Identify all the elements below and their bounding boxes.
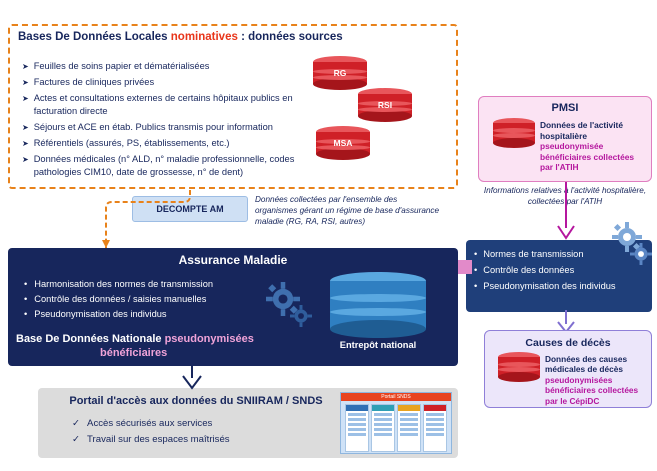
database-cylinder-rsi bbox=[358, 88, 412, 122]
gear-icon bbox=[290, 305, 312, 327]
list-item-label: Actes et consultations externes de certains hôpitaux publics en facturation directe bbox=[33, 93, 293, 116]
portail-screenshot-column bbox=[423, 404, 447, 452]
list-item-label: Harmonisation des normes de transmission bbox=[34, 279, 214, 289]
assurance-maladie-list bbox=[24, 277, 284, 322]
check-icon: ✓ bbox=[72, 418, 81, 429]
database-cylinder-msa bbox=[316, 126, 370, 160]
portail-list bbox=[72, 416, 332, 448]
list-item bbox=[72, 416, 332, 432]
bdn-line1: Base De Données Nationale bbox=[16, 333, 162, 345]
database-cylinder-entrepot-national bbox=[330, 272, 426, 338]
pmsi-description-highlight: pseudonymisée bénéficiaires collectées par l'ATIH bbox=[540, 141, 635, 173]
list-item bbox=[22, 121, 322, 134]
list-item bbox=[22, 137, 322, 150]
list-item bbox=[474, 264, 648, 277]
assurance-maladie-title: Assurance Maladie bbox=[178, 253, 288, 267]
arrow-bullet-icon: ➤ bbox=[22, 78, 29, 88]
portail-screenshot-column bbox=[371, 404, 395, 452]
arrow-assurance-to-portail bbox=[178, 362, 208, 392]
local-databases-title bbox=[18, 30, 348, 44]
bdn-highlight2: bénéficiaires bbox=[100, 347, 168, 359]
list-item bbox=[22, 60, 322, 73]
portail-screenshot-titlebar: Portail SNDS bbox=[341, 393, 451, 401]
dashed-connector-local-to-am bbox=[100, 188, 250, 250]
list-item-label: Pseudonymisation des individus bbox=[34, 309, 167, 319]
arrow-pmsi-to-norms bbox=[556, 180, 586, 242]
pmsi-description-line1: Données de l'activité hospitalière bbox=[540, 120, 623, 141]
database-cylinder-pmsi bbox=[493, 118, 535, 148]
list-item bbox=[22, 92, 322, 117]
local-databases-bullet-list bbox=[22, 60, 322, 182]
causes-description-line1: Données des causes médicales de décès bbox=[545, 354, 628, 375]
arrow-bullet-icon: ➤ bbox=[22, 122, 29, 132]
portail-screenshot-thumbnail[interactable] bbox=[340, 392, 452, 454]
arrow-bullet-icon: ➤ bbox=[22, 138, 29, 148]
database-cylinder-rg bbox=[313, 56, 367, 90]
list-item bbox=[22, 153, 322, 178]
database-label: RSI bbox=[377, 100, 393, 110]
database-label: RG bbox=[333, 68, 347, 78]
bullet-icon: • bbox=[474, 249, 478, 259]
base-de-donnees-nationale-label bbox=[16, 332, 316, 360]
bullet-icon: • bbox=[24, 294, 28, 304]
portail-title: Portail d'accès aux données du SNIIRAM / SNDS bbox=[69, 395, 323, 407]
norms-list bbox=[474, 248, 648, 296]
causes-de-deces-title: Causes de décès bbox=[525, 337, 611, 349]
local-title-highlight: nominatives bbox=[170, 31, 238, 43]
bdn-highlight: pseudonymisées bbox=[164, 333, 254, 345]
list-item bbox=[24, 307, 284, 322]
arrow-bullet-icon: ➤ bbox=[22, 62, 29, 71]
bullet-icon: • bbox=[24, 309, 28, 319]
check-icon: ✓ bbox=[72, 434, 81, 445]
list-item bbox=[72, 432, 332, 448]
portail-screenshot-column bbox=[345, 404, 369, 452]
database-label: MSA bbox=[333, 138, 353, 148]
pmsi-note: Informations relatives à l'activité hospitalière, collectées par l'ATIH bbox=[483, 186, 647, 206]
list-item-label: Travail sur des espaces maîtrisés bbox=[87, 434, 230, 445]
decompte-am-note: Données collectées par l'ensemble des organismes gérant un régime de base d'assurance maladie (RG, RA, RSI, autres) bbox=[255, 195, 440, 226]
local-title-part1: Bases De Données Locales bbox=[18, 31, 171, 43]
list-item bbox=[24, 292, 284, 307]
list-item-label: Données médicales (n° ALD, n° maladie professionnelle, codes pathologies CIM10, date de grossesse, n° de dent) bbox=[33, 154, 295, 177]
arrow-bullet-icon: ➤ bbox=[22, 155, 29, 165]
portail-screenshot-column bbox=[397, 404, 421, 452]
list-item-label: Pseudonymisation des individus bbox=[483, 281, 616, 291]
list-item-label: Référentiels (assurés, PS, établissements, etc.) bbox=[33, 137, 230, 148]
list-item-label: Feuilles de soins papier et dématérialisées bbox=[33, 61, 210, 71]
local-title-part2: : données sources bbox=[237, 31, 343, 43]
decompte-am-label: DECOMPTE AM bbox=[156, 204, 224, 214]
list-item bbox=[22, 76, 322, 89]
arrow-bullet-icon: ➤ bbox=[22, 94, 29, 104]
entrepot-national-label: Entrepôt national bbox=[339, 340, 417, 350]
pmsi-title: PMSI bbox=[551, 102, 579, 114]
gear-icon bbox=[630, 243, 652, 265]
list-item-label: Normes de transmission bbox=[483, 249, 584, 259]
bullet-icon: • bbox=[24, 279, 28, 289]
causes-de-deces-description bbox=[545, 354, 649, 406]
list-item-label: Séjours et ACE en étab. Publics transmis pour information bbox=[33, 121, 273, 132]
bullet-icon: • bbox=[474, 281, 478, 291]
list-item-label: Contrôle des données bbox=[483, 265, 575, 275]
list-item bbox=[474, 280, 648, 293]
bullet-icon: • bbox=[474, 265, 478, 275]
pmsi-description bbox=[540, 120, 646, 173]
list-item-label: Contrôle des données / saisies manuelles bbox=[34, 294, 207, 304]
list-item-label: Accès sécurisés aux services bbox=[87, 418, 213, 429]
list-item-label: Factures de cliniques privées bbox=[33, 77, 155, 88]
list-item bbox=[24, 277, 284, 292]
database-cylinder-causes bbox=[498, 352, 540, 382]
causes-description-highlight: pseudonymisées bénéficiaires collectées par le CépiDC bbox=[545, 374, 639, 406]
